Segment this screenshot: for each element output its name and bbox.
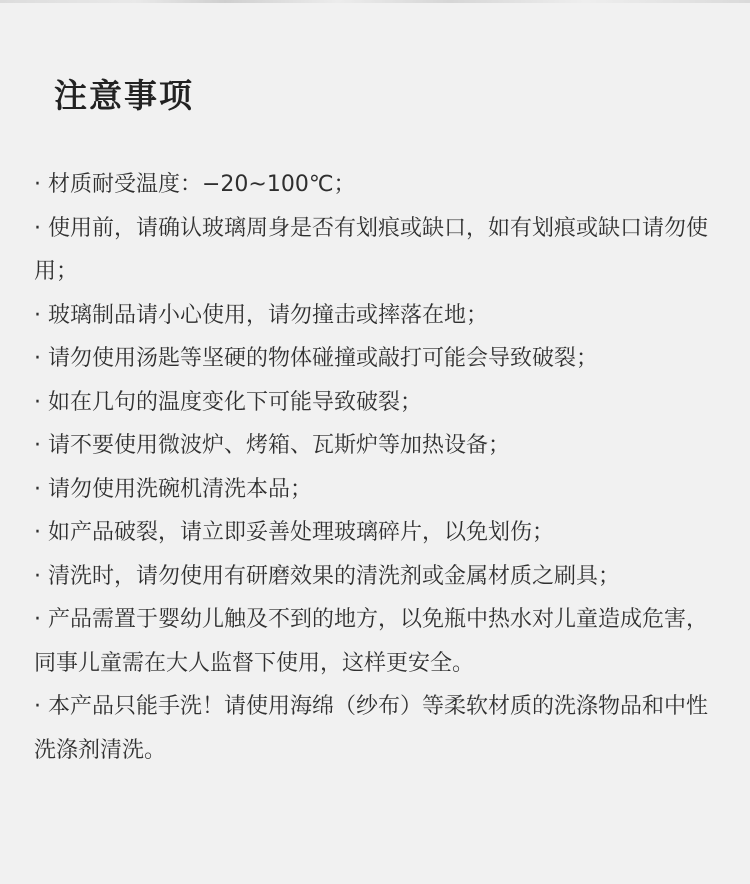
list-item: · 如产品破裂，请立即妥善处理玻璃碎片，以免划伤； [34, 520, 554, 545]
list-item: · 本产品只能手洗！请使用海绵（纱布）等柔软材质的洗涤物品和中性洗涤剂清洗。 [34, 694, 708, 763]
list-item: · 请勿使用汤匙等坚硬的物体碰撞或敲打可能会导致破裂； [34, 346, 598, 371]
precautions-list [34, 163, 724, 772]
list-item: · 请勿使用洗碗机清洗本品； [34, 476, 312, 502]
top-decorative-strip [0, 0, 750, 3]
list-item: · 材质耐受温度：−20~100℃； [34, 172, 356, 197]
page-title: 注意事项 [54, 76, 194, 115]
list-item: · 如在几句的温度变化下可能导致破裂； [34, 389, 422, 415]
list-item: · 请不要使用微波炉、烤箱、瓦斯炉等加热设备； [34, 433, 510, 458]
list-item: · 产品需置于婴幼儿触及不到的地方，以免瓶中热水对儿童造成危害，同事儿童需在大人监督下使用，这样更安全。 [34, 607, 708, 676]
list-item: · 使用前，请确认玻璃周身是否有划痕或缺口，如有划痕或缺口请勿使用； [34, 215, 708, 284]
list-item: · 玻璃制品请小心使用，请勿撞击或摔落在地； [34, 302, 488, 328]
list-item: · 清洗时，请勿使用有研磨效果的清洗剂或金属材质之刷具； [34, 563, 620, 589]
